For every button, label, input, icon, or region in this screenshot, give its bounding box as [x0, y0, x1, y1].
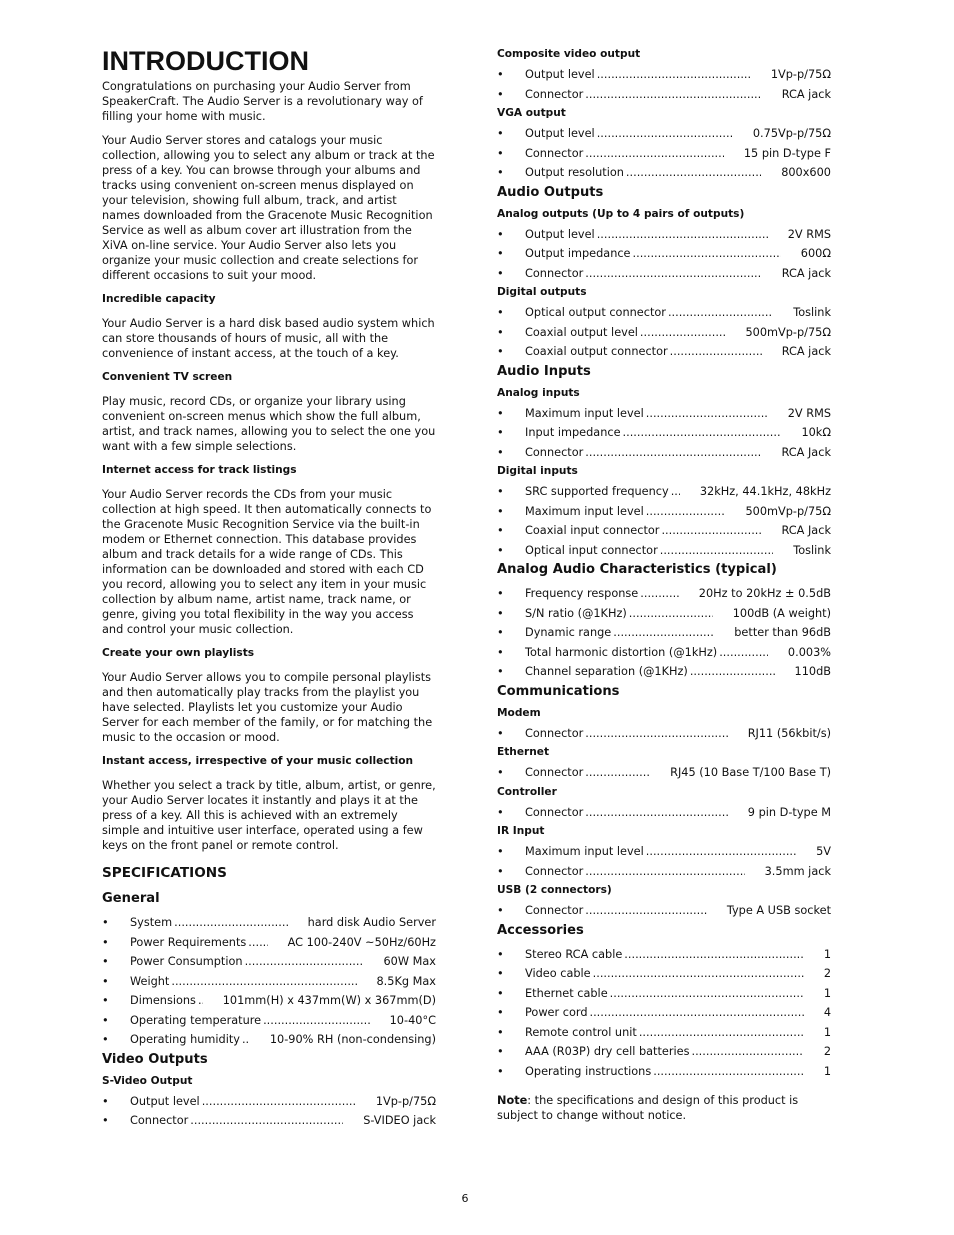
- spec-item: [497, 662, 831, 682]
- spec-value: Type A USB socket: [726, 904, 831, 917]
- dot-leader: [660, 541, 774, 561]
- spec-label: S/N ratio (@1KHz): [525, 606, 627, 620]
- spec-list: [497, 124, 831, 183]
- spec-item: [497, 423, 831, 443]
- spec-value: RCA Jack: [781, 524, 831, 537]
- bullet: •: [497, 485, 504, 498]
- bullet: •: [497, 445, 504, 459]
- specifications-title: SPECIFICATIONS: [102, 865, 227, 881]
- spec-label: Connector: [525, 904, 584, 917]
- dot-leader: [593, 964, 804, 984]
- spec-label: Coaxial output level: [525, 325, 638, 339]
- spec-value: 110dB: [794, 665, 831, 678]
- disclaimer-note: [497, 1093, 831, 1123]
- feature-text: Your Audio Server is a hard disk based audio system which can store thousands of hours of music, all with the convenience of instant access, at the touch of a key.: [102, 317, 435, 360]
- spec-item: [497, 1042, 831, 1062]
- spec-label: Input impedance: [525, 426, 621, 439]
- ir-input-heading: IR Input: [497, 825, 545, 837]
- spec-item: [497, 1003, 831, 1023]
- bullet: •: [497, 266, 504, 280]
- spec-item: [497, 264, 831, 284]
- dot-leader: [633, 244, 781, 264]
- spec-label: Maximum input level: [525, 406, 644, 420]
- dot-leader: [692, 1042, 804, 1062]
- bullet: •: [497, 864, 504, 878]
- bullet: •: [497, 587, 504, 600]
- spec-label: Operating temperature: [130, 1013, 262, 1027]
- spec-item: [497, 443, 831, 463]
- spec-item: [497, 342, 831, 362]
- spec-value: RCA jack: [781, 87, 831, 101]
- spec-list: [102, 913, 436, 1050]
- spec-label: Coaxial output connector: [525, 345, 668, 358]
- spec-item: [497, 763, 831, 783]
- bullet: •: [497, 127, 504, 140]
- accessories-heading: Accessories: [497, 922, 584, 938]
- spec-value: 101mm(H) x 437mm(W) x 367mm(D): [222, 994, 436, 1007]
- spec-value: 500mVp-p/75Ω: [745, 325, 831, 339]
- bullet: •: [102, 955, 109, 968]
- spec-label: Weight: [130, 974, 170, 988]
- spec-value: 8.5Kg Max: [376, 974, 436, 988]
- page-title: INTRODUCTION: [102, 46, 309, 76]
- spec-value: 500mVp-p/75Ω: [745, 504, 831, 518]
- dot-leader: [171, 972, 356, 992]
- dot-leader: [585, 724, 727, 744]
- spec-label: Maximum input level: [525, 504, 644, 518]
- left-column: [102, 40, 436, 1133]
- spec-value: 2V RMS: [787, 227, 831, 241]
- bullet: •: [102, 1114, 109, 1127]
- svideo-heading: S-Video Output: [102, 1074, 193, 1087]
- spec-item: [497, 1023, 831, 1043]
- spec-item: [102, 1011, 436, 1031]
- spec-item: [497, 482, 831, 502]
- spec-value: 2V RMS: [787, 406, 831, 420]
- digital-outputs-heading: Digital outputs: [497, 286, 587, 298]
- spec-item: [497, 862, 831, 882]
- note-text: : the specifications and design of this product is subject to change without notice.: [497, 1094, 799, 1122]
- dot-leader: [640, 584, 679, 604]
- spec-label: Coaxial input connector: [525, 524, 660, 537]
- spec-label: Output impedance: [525, 247, 631, 260]
- dot-leader: [646, 404, 768, 424]
- bullet: •: [497, 306, 504, 319]
- spec-value: 800x600: [781, 166, 831, 179]
- spec-value: 100dB (A weight): [732, 606, 831, 620]
- spec-label: Connector: [130, 1114, 189, 1127]
- bullet: •: [497, 345, 504, 358]
- spec-label: Output level: [130, 1094, 200, 1108]
- dot-leader: [597, 225, 768, 245]
- spec-item: [497, 901, 831, 921]
- spec-list: [497, 901, 831, 921]
- intro-paragraph: Your Audio Server stores and catalogs your music collection, allowing you to select any album or track at the press of a key. You can browse through your albums and tracks using convenient on-screen menus displayed on your television, showing full album, track, and artist names downloaded from the Gracenote Music Recognition Service as well as album cover art illustration from the XiVA on-line service. Your Audio Server also lets you organize your music collection and create selections for different occasions to suit your mood.: [102, 134, 435, 282]
- dot-leader: [640, 323, 726, 343]
- spec-label: System: [130, 916, 173, 929]
- vga-heading: VGA output: [497, 107, 566, 119]
- spec-label: Total harmonic distortion (@1kHz): [525, 645, 718, 659]
- bullet: •: [102, 994, 109, 1007]
- spec-label: Connector: [525, 445, 584, 459]
- spec-value: AC 100-240V ~50Hz/60Hz: [287, 935, 436, 949]
- spec-value: Toslink: [793, 543, 831, 557]
- spec-value: 1Vp-p/75Ω: [770, 68, 831, 81]
- feature-heading: Create your own playlists: [102, 647, 255, 659]
- bullet: •: [497, 947, 504, 961]
- spec-list: [497, 225, 831, 284]
- dot-leader: [661, 521, 761, 541]
- dot-leader: [248, 933, 267, 953]
- feature-heading: Convenient TV screen: [102, 371, 233, 383]
- spec-value: 32kHz, 44.1kHz, 48kHz: [699, 485, 831, 498]
- dot-leader: [585, 85, 761, 105]
- bullet: •: [497, 166, 504, 179]
- spec-label: Output level: [525, 227, 595, 241]
- spec-value: 10-40°C: [389, 1013, 436, 1027]
- spec-label: Power Requirements: [130, 935, 247, 949]
- audio-outputs-heading: Audio Outputs: [497, 184, 604, 200]
- spec-item: [497, 144, 831, 164]
- spec-value: 60W Max: [383, 955, 436, 968]
- spec-item: [497, 1062, 831, 1082]
- spec-item: [497, 65, 831, 85]
- spec-value: 2: [823, 1045, 831, 1058]
- spec-item: [102, 913, 436, 933]
- spec-label: Dynamic range: [525, 626, 612, 639]
- spec-item: [497, 323, 831, 343]
- spec-item: [497, 623, 831, 643]
- spec-value: 10kΩ: [801, 426, 831, 439]
- right-column: [497, 40, 831, 1123]
- spec-value: Toslink: [793, 306, 831, 319]
- spec-item: [102, 1092, 436, 1112]
- spec-item: [497, 521, 831, 541]
- bullet: •: [497, 426, 504, 439]
- bullet: •: [497, 766, 504, 779]
- spec-value: 600Ω: [800, 247, 831, 260]
- spec-item: [497, 244, 831, 264]
- modem-heading: Modem: [497, 706, 541, 719]
- spec-item: [497, 724, 831, 744]
- spec-label: Connector: [525, 766, 584, 779]
- spec-label: Output level: [525, 127, 595, 140]
- usb-heading: USB (2 connectors): [497, 884, 612, 896]
- dot-leader: [626, 163, 761, 183]
- spec-label: Connector: [525, 266, 584, 280]
- dot-leader: [585, 144, 724, 164]
- spec-list: [497, 842, 831, 881]
- spec-value: 3.5mm jack: [764, 864, 831, 878]
- spec-label: Power Consumption: [130, 955, 243, 968]
- spec-item: [102, 972, 436, 992]
- dot-leader: [671, 482, 680, 502]
- spec-list: [497, 303, 831, 362]
- dot-leader: [198, 991, 203, 1011]
- spec-value: RJ45 (10 Base T/100 Base T): [670, 766, 831, 779]
- dot-leader: [646, 842, 796, 862]
- bullet: •: [497, 247, 504, 260]
- bullet: •: [497, 805, 504, 819]
- spec-label: Frequency response: [525, 587, 639, 600]
- spec-list: [497, 584, 831, 682]
- spec-item: [497, 303, 831, 323]
- spec-label: Connector: [525, 726, 584, 740]
- composite-heading: Composite video output: [497, 48, 641, 60]
- bullet: •: [102, 1033, 109, 1046]
- audio-inputs-heading: Audio Inputs: [497, 363, 591, 379]
- spec-value: hard disk Audio Server: [307, 916, 436, 929]
- feature-heading: Internet access for track listings: [102, 464, 297, 476]
- feature-text: Your Audio Server records the CDs from your music collection at high speed. It then automatically connects to the Gracenote Music Recognition Service via the built-in modem or Ethernet connection. This database provides album and track details for a wide range of CDs. This information can be downloaded and stored with each CD you record, allowing you to select any item in your music collection by album name, artist name, track name, or genre, giving you total flexibility in the way you access and control your music collection.: [102, 488, 432, 636]
- spec-label: Ethernet cable: [525, 986, 608, 1000]
- dot-leader: [202, 1092, 356, 1112]
- spec-label: Output resolution: [525, 166, 624, 179]
- spec-value: 20Hz to 20kHz ± 0.5dB: [698, 587, 831, 600]
- spec-label: Connector: [525, 87, 584, 101]
- bullet: •: [497, 1064, 504, 1078]
- spec-label: Remote control unit: [525, 1025, 637, 1039]
- spec-value: 15 pin D-type F: [743, 146, 831, 160]
- spec-value: RCA jack: [781, 345, 831, 358]
- spec-item: [497, 604, 831, 624]
- spec-item: [497, 584, 831, 604]
- bullet: •: [497, 406, 504, 420]
- spec-item: [102, 1030, 436, 1050]
- digital-inputs-heading: Digital inputs: [497, 465, 578, 477]
- dot-leader: [629, 604, 713, 624]
- bullet: •: [497, 146, 504, 160]
- bullet: •: [497, 543, 504, 557]
- spec-item: [102, 952, 436, 972]
- bullet: •: [497, 68, 504, 81]
- dot-leader: [585, 763, 650, 783]
- spec-item: [497, 225, 831, 245]
- spec-label: Connector: [525, 146, 584, 160]
- spec-value: 1: [823, 1064, 831, 1078]
- spec-value: RCA Jack: [781, 445, 831, 459]
- feature-heading: Incredible capacity: [102, 293, 216, 305]
- ethernet-heading: Ethernet: [497, 746, 550, 758]
- bullet: •: [497, 227, 504, 241]
- spec-item: [497, 643, 831, 663]
- spec-label: Power cord: [525, 1006, 588, 1019]
- controller-heading: Controller: [497, 785, 557, 798]
- intro-paragraph: Congratulations on purchasing your Audio Server from SpeakerCraft. The Audio Server is a revolutionary way of filling your home with music.: [102, 80, 423, 123]
- dot-leader: [690, 662, 775, 682]
- bullet: •: [102, 935, 109, 949]
- dot-leader: [670, 342, 762, 362]
- bullet: •: [497, 1006, 504, 1019]
- spec-item: [497, 541, 831, 561]
- spec-list: [497, 724, 831, 744]
- spec-label: Connector: [525, 864, 584, 878]
- feature-heading: Instant access, irrespective of your music collection: [102, 755, 414, 767]
- bullet: •: [497, 606, 504, 620]
- bullet: •: [497, 1025, 504, 1039]
- spec-value: 0.003%: [787, 645, 831, 659]
- spec-label: Optical input connector: [525, 543, 658, 557]
- dot-leader: [623, 423, 782, 443]
- spec-label: SRC supported frequency: [525, 485, 669, 498]
- spec-item: [102, 991, 436, 1011]
- spec-item: [497, 984, 831, 1004]
- spec-list: [497, 65, 831, 104]
- note-label: Note: [497, 1094, 528, 1107]
- spec-value: 1: [823, 947, 831, 961]
- analog-outputs-heading: Analog outputs (Up to 4 pairs of outputs): [497, 207, 745, 220]
- bullet: •: [497, 726, 504, 740]
- spec-label: Operating instructions: [525, 1064, 652, 1078]
- spec-value: 1: [823, 1025, 831, 1039]
- dot-leader: [597, 65, 751, 85]
- feature-text: Play music, record CDs, or organize your library using convenient on-screen menus which show the full album, artist, and track names, allowing you to select the one you want with a few simple selections.: [102, 395, 436, 453]
- spec-label: Optical output connector: [525, 306, 666, 319]
- spec-value: 9 pin D-type M: [747, 805, 831, 819]
- feature-text: Whether you select a track by title, album, artist, or genre, your Audio Server locates it instantly and plays it at the press of a key. All this is achieved with an extremely simple and intuitive user interface, operated using a few keys on the front panel or remote control.: [102, 779, 436, 852]
- dot-leader: [610, 984, 804, 1004]
- spec-item: [497, 964, 831, 984]
- spec-item: [497, 502, 831, 522]
- dot-leader: [585, 264, 761, 284]
- bullet: •: [102, 1094, 109, 1108]
- dot-leader: [585, 803, 728, 823]
- bullet: •: [497, 904, 504, 917]
- bullet: •: [497, 87, 504, 101]
- spec-value: S-VIDEO jack: [363, 1114, 436, 1127]
- bullet: •: [497, 967, 504, 980]
- spec-label: Output level: [525, 68, 595, 81]
- spec-value: RCA jack: [781, 266, 831, 280]
- spec-item: [497, 85, 831, 105]
- bullet: •: [497, 645, 504, 659]
- spec-label: Channel separation (@1KHz): [525, 665, 688, 678]
- dot-leader: [597, 124, 733, 144]
- bullet: •: [102, 1013, 109, 1027]
- spec-value: 1Vp-p/75Ω: [375, 1094, 436, 1108]
- spec-value: 0.75Vp-p/75Ω: [752, 127, 831, 140]
- bullet: •: [497, 504, 504, 518]
- bullet: •: [497, 1045, 504, 1058]
- dot-leader: [245, 952, 364, 972]
- dot-leader: [585, 901, 707, 921]
- spec-label: Stereo RCA cable: [525, 947, 623, 961]
- spec-item: [497, 945, 831, 965]
- dot-leader: [639, 1023, 804, 1043]
- analog-characteristics-heading: Analog Audio Characteristics (typical): [497, 562, 777, 577]
- spec-item: [497, 803, 831, 823]
- dot-leader: [242, 1030, 250, 1050]
- spec-item: [102, 933, 436, 953]
- video-outputs-heading: Video Outputs: [102, 1051, 208, 1067]
- spec-list: [497, 482, 831, 560]
- bullet: •: [497, 325, 504, 339]
- dot-leader: [646, 502, 726, 522]
- communications-heading: Communications: [497, 683, 620, 699]
- spec-label: Video cable: [525, 967, 591, 980]
- dot-leader: [590, 1003, 804, 1023]
- spec-label: Operating humidity: [130, 1033, 240, 1046]
- bullet: •: [497, 665, 504, 678]
- page-number: 6: [461, 1192, 469, 1205]
- bullet: •: [497, 986, 504, 1000]
- dot-leader: [174, 913, 287, 933]
- general-heading: General: [102, 891, 160, 906]
- dot-leader: [719, 643, 768, 663]
- spec-item: [497, 842, 831, 862]
- spec-value: 4: [823, 1006, 831, 1019]
- spec-value: 1: [823, 986, 831, 1000]
- spec-label: AAA (R03P) dry cell batteries: [525, 1045, 690, 1058]
- dot-leader: [668, 303, 773, 323]
- spec-label: Maximum input level: [525, 845, 644, 858]
- spec-value: 10-90% RH (non-condensing): [269, 1033, 436, 1046]
- dot-leader: [653, 1062, 804, 1082]
- spec-list: [497, 945, 831, 1082]
- feature-text: Your Audio Server allows you to compile personal playlists and then automatically play tracks from the playlist you have selected. Playlists let you customize your Audio Server for each member of the family, or for matching the music to the occasion or mood.: [102, 671, 433, 744]
- bullet: •: [497, 626, 504, 639]
- spec-item: [102, 1111, 436, 1131]
- spec-list: [102, 1092, 436, 1131]
- spec-list: [497, 404, 831, 463]
- dot-leader: [263, 1011, 370, 1031]
- dot-leader: [613, 623, 714, 643]
- spec-value: 5V: [816, 845, 831, 858]
- analog-inputs-heading: Analog inputs: [497, 386, 580, 399]
- bullet: •: [102, 916, 109, 929]
- spec-item: [497, 404, 831, 424]
- spec-item: [497, 163, 831, 183]
- dot-leader: [585, 862, 744, 882]
- spec-label: Dimensions: [130, 994, 196, 1007]
- spec-item: [497, 124, 831, 144]
- spec-value: 2: [823, 967, 831, 980]
- bullet: •: [497, 845, 504, 858]
- spec-label: Connector: [525, 805, 584, 819]
- bullet: •: [102, 974, 109, 988]
- spec-value: RJ11 (56kbit/s): [747, 726, 831, 740]
- bullet: •: [497, 524, 504, 537]
- spec-list: [497, 803, 831, 823]
- dot-leader: [585, 443, 761, 463]
- spec-list: [497, 763, 831, 783]
- dot-leader: [190, 1111, 343, 1131]
- spec-value: better than 96dB: [734, 626, 831, 639]
- dot-leader: [624, 945, 804, 965]
